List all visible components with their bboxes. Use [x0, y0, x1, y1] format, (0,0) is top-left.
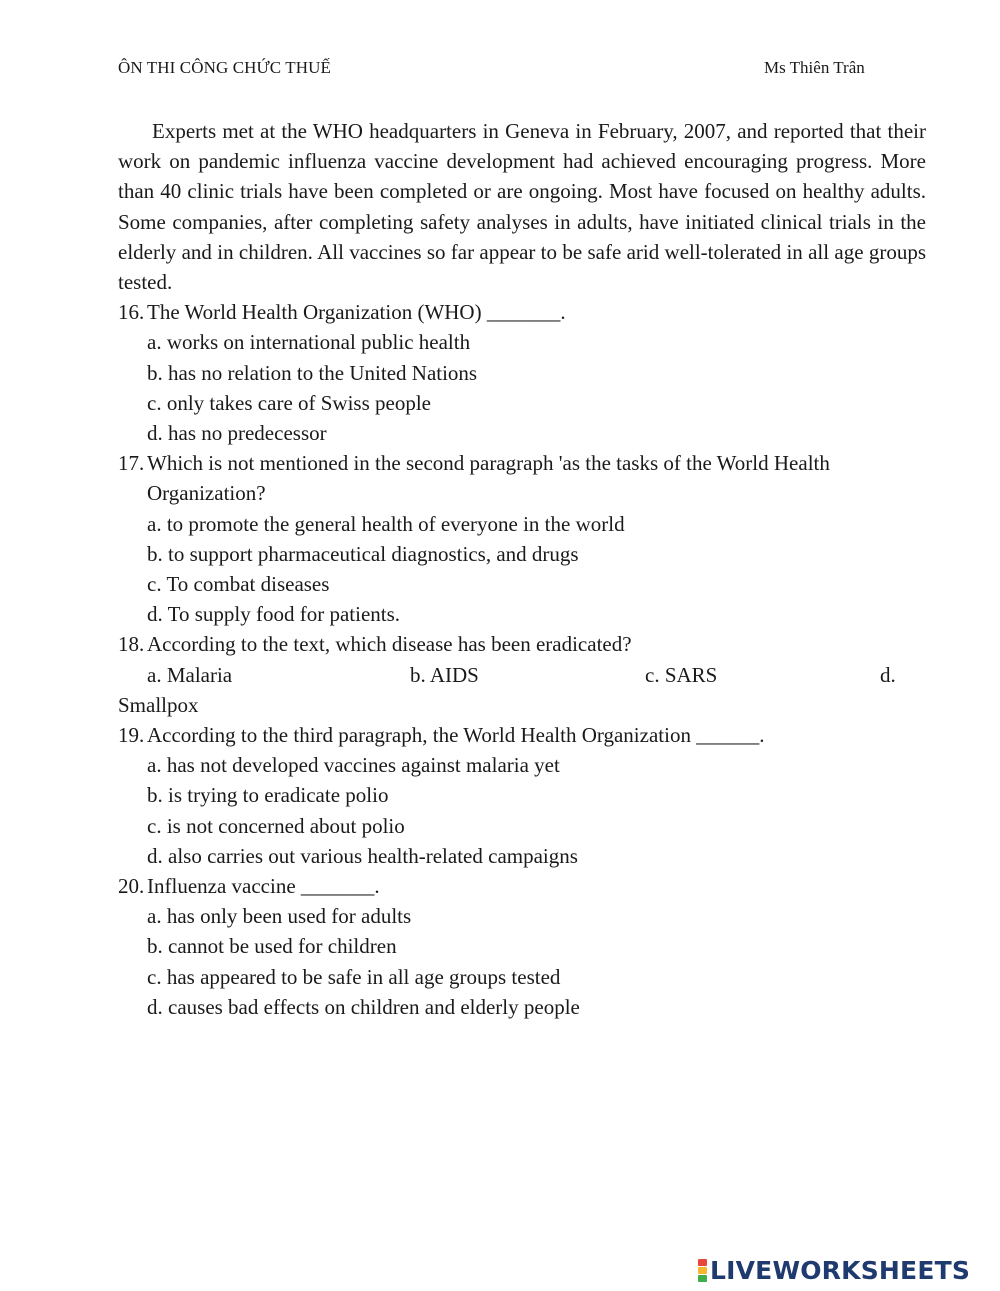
- option-b[interactable]: b. cannot be used for children: [147, 934, 397, 959]
- option-b[interactable]: b. is trying to eradicate polio: [147, 783, 389, 808]
- liveworksheets-logo: [698, 1255, 970, 1285]
- option-a[interactable]: a. Malaria: [147, 662, 233, 687]
- question-16: [118, 297, 926, 448]
- question-text: According to the third paragraph, the World Health Organization ______.: [147, 723, 765, 748]
- option-d[interactable]: d. has no predecessor: [147, 421, 327, 446]
- option-b[interactable]: b. AIDS: [410, 662, 479, 687]
- question-number: 20.: [118, 874, 145, 899]
- worksheet-content: [118, 116, 926, 1022]
- option-c[interactable]: c. only takes care of Swiss people: [147, 390, 432, 415]
- logo-block-green: [698, 1275, 707, 1282]
- option-b[interactable]: b. to support pharmaceutical diagnostics, and drugs: [147, 541, 579, 566]
- logo-blocks-icon: [698, 1258, 707, 1282]
- question-text: According to the text, which disease has been eradicated?: [147, 632, 632, 657]
- question-18: [118, 629, 926, 720]
- option-d[interactable]: d. also carries out various health-related campaigns: [147, 843, 578, 868]
- question-number: 18.: [118, 632, 145, 657]
- question-text: Influenza vaccine _______.: [147, 874, 380, 899]
- option-c[interactable]: c. To combat diseases: [147, 572, 330, 597]
- question-number: 17.: [118, 451, 145, 476]
- option-d[interactable]: d. To supply food for patients.: [147, 602, 401, 627]
- question-19: [118, 720, 926, 871]
- question-17: [118, 448, 926, 629]
- question-20: [118, 871, 926, 1022]
- option-b[interactable]: b. has no relation to the United Nations: [147, 360, 478, 385]
- option-c[interactable]: c. SARS: [645, 662, 718, 687]
- reading-passage: Experts met at the WHO headquarters in Geneva in February, 2007, and reported that their work on pandemic influenza vaccine development had achieved encouraging progress. More than 40 clinic trials have been completed or are ongoing. Most have focused on healthy adults. Some companies, after completing safety analyses in adults, have initiated clinical trials in the elderly and in children. All vaccines so far appear to be safe arid well-tolerated in all age groups tested.: [118, 119, 926, 295]
- option-c[interactable]: c. is not concerned about polio: [147, 813, 405, 838]
- option-d-continued[interactable]: Smallpox: [118, 692, 199, 717]
- question-number: 19.: [118, 723, 145, 748]
- logo-text: LIVEWORKSHEETS: [710, 1255, 971, 1285]
- header-author: Ms Thiên Trân: [764, 58, 865, 77]
- options-row: [118, 660, 926, 690]
- option-c[interactable]: c. has appeared to be safe in all age groups tested: [147, 964, 561, 989]
- option-a[interactable]: a. to promote the general health of everyone in the world: [147, 511, 625, 536]
- option-a[interactable]: a. has only been used for adults: [147, 904, 412, 929]
- option-a[interactable]: a. has not developed vaccines against malaria yet: [147, 753, 560, 778]
- logo-block-red: [698, 1259, 707, 1266]
- option-d[interactable]: d. causes bad effects on children and elderly people: [147, 994, 580, 1019]
- option-d[interactable]: d.: [880, 662, 896, 687]
- question-number: 16.: [118, 300, 145, 325]
- logo-block-yellow: [698, 1267, 707, 1274]
- question-text: The World Health Organization (WHO) _______.: [147, 300, 566, 325]
- option-a[interactable]: a. works on international public health: [147, 330, 471, 355]
- header-title: ÔN THI CÔNG CHỨC THUẾ: [118, 58, 331, 77]
- question-text: Which is not mentioned in the second paragraph 'as the tasks of the World Health Organization?: [147, 451, 830, 506]
